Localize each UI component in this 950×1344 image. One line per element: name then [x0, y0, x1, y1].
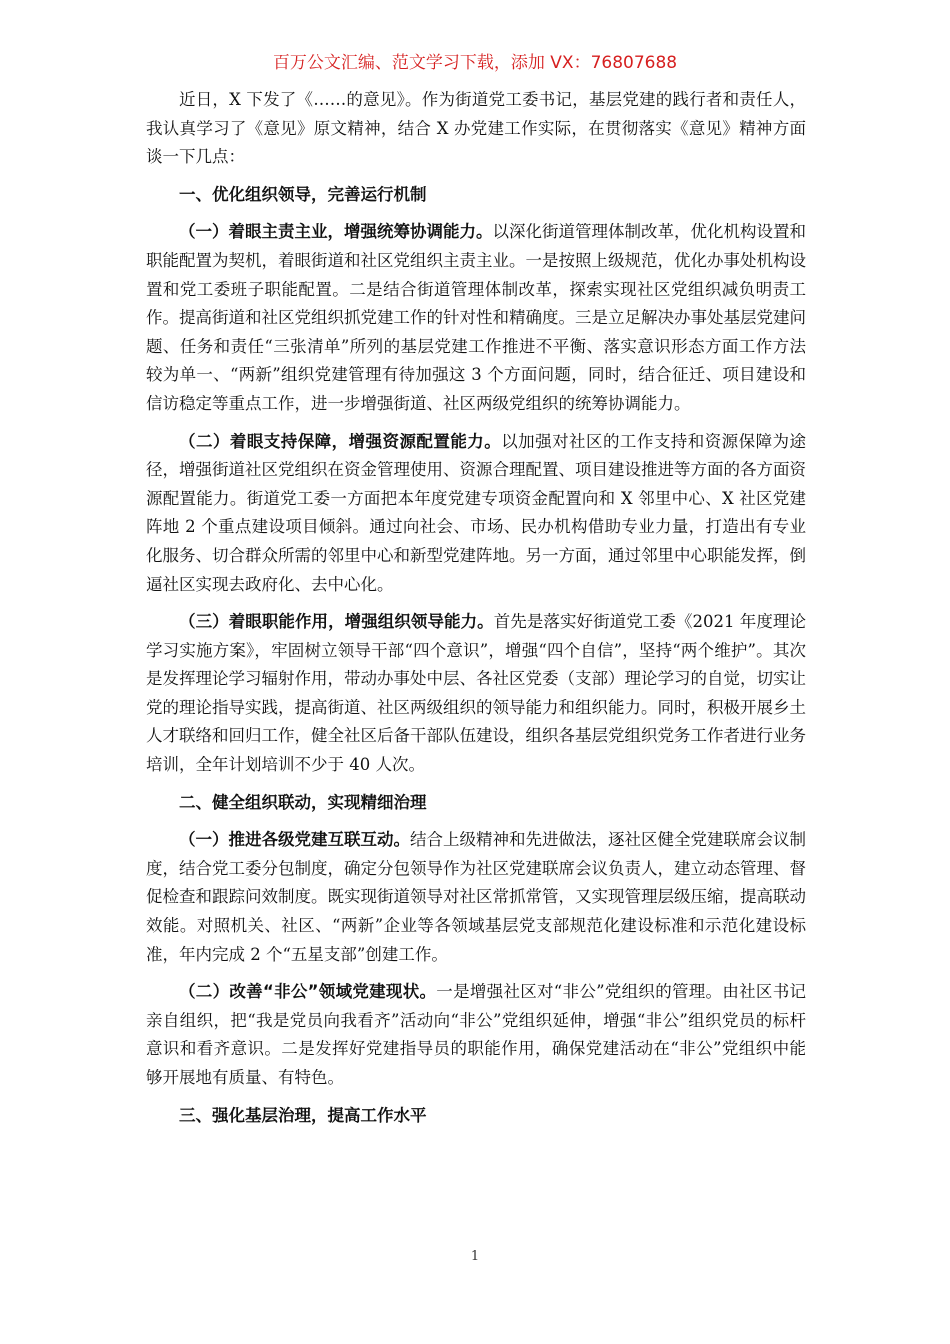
- section-2-heading: 二、健全组织联动，实现精细治理: [179, 792, 427, 812]
- page-number: 1: [470, 1249, 480, 1264]
- section-1-heading: 一、优化组织领导，完善运行机制: [179, 184, 427, 204]
- document-body: [146, 86, 806, 1139]
- paragraph-text: 一是增强社区对“非公”党组织的管理。由社区书记亲自组织，把“我是党员向我看齐”活动向“非公”党组织延伸，增强“非公”组织党员的标杆意识和看齐意识。二是发挥好党建指导员的职能作用，确保党建活动在“非公”党组织中能够开展地有质量、有特色。: [146, 982, 806, 1087]
- paragraph-lead: （三）着眼职能作用，增强组织领导能力。: [179, 612, 494, 632]
- paragraph-text: 以深化街道管理体制改革，优化机构设置和职能配置为契机，着眼街道和社区党组织主责主业。一是按照上级规范，优化办事处机构设置和党工委班子职能配置。二是结合街道管理体制改革，探索实现社区党组织减负明责工作。提高街道和社区党组织抓党建工作的针对性和精确度。三是立足解决办事处基层党建问题、任务和责任“三张清单”所列的基层党建工作推进不平衡、落实意识形态方面工作方法较为单一、“两新”组织党建管理有待加强这 3 个方面问题，同时，结合征迁、项目建设和信访稳定等重点工作，进一步增强街道、社区两级党组织的统筹协调能力。: [146, 222, 806, 413]
- section-2-paragraph-1: [146, 826, 806, 969]
- paragraph-lead: （二）改善“非公”领域党建现状。: [179, 982, 437, 1002]
- intro-paragraph: 近日，X 下发了《……的意见》。作为街道党工委书记，基层党建的践行者和责任人，我认真学习了《意见》原文精神，结合 X 办党建工作实际，在贯彻落实《意见》精神方面谈一下几点：: [146, 90, 806, 167]
- section-1-paragraph-1: [146, 218, 806, 418]
- section-1-paragraph-3: [146, 608, 806, 780]
- paragraph-lead: （二）着眼支持保障，增强资源配置能力。: [179, 431, 502, 451]
- paragraph-text: 首先是落实好街道党工委《2021 年度理论学习实施方案》，牢固树立领导干部“四个意识”，增强“四个自信”，坚持“两个维护”。其次是发挥理论学习辐射作用，带动办事处中层、各社区党委（支部）理论学习的自觉，切实让党的理论指导实践，提高街道、社区两级组织的领导能力和组织能力。同时，积极开展乡土人才联络和回归工作，健全社区后备干部队伍建设，组织各基层党组织党务工作者进行业务培训，全年计划培训不少于 40 人次。: [146, 612, 806, 775]
- section-3-heading: 三、强化基层治理，提高工作水平: [179, 1105, 427, 1125]
- paragraph-text: 以加强对社区的工作支持和资源保障为途径，增强街道社区党组织在资金管理使用、资源合理配置、项目建设推进等方面的各方面资源配置能力。街道党工委一方面把本年度党建专项资金配置向和 X 邻里中心、X 社区党建阵地 2 个重点建设项目倾斜。通过向社会、市场、民办机构借助专业力量，打造出有专业化服务、切合群众所需的邻里中心和新型党建阵地。另一方面，通过邻里中心职能发挥，倒逼社区实现去政府化、去中心化。: [146, 431, 807, 594]
- paragraph-lead: （一）着眼主责主业，增强统筹协调能力。: [179, 222, 493, 242]
- section-1-paragraph-2: [146, 428, 806, 600]
- section-2-paragraph-2: [146, 978, 806, 1092]
- paragraph-text: 结合上级精神和先进做法，逐社区健全党建联席会议制度，结合党工委分包制度，确定分包领导作为社区党建联席会议负责人，建立动态管理、督促检查和跟踪问效制度。既实现街道领导对社区常抓常管，又实现管理层级压缩，提高联动效能。对照机关、社区、“两新”企业等各领域基层党支部规范化建设标准和示范化建设标准，年内完成 2 个“五星支部”创建工作。: [146, 830, 806, 964]
- watermark-header: 百万公文汇编、范文学习下载，添加 VX：76807688: [272, 53, 678, 73]
- paragraph-lead: （一）推进各级党建互联互动。: [179, 830, 410, 850]
